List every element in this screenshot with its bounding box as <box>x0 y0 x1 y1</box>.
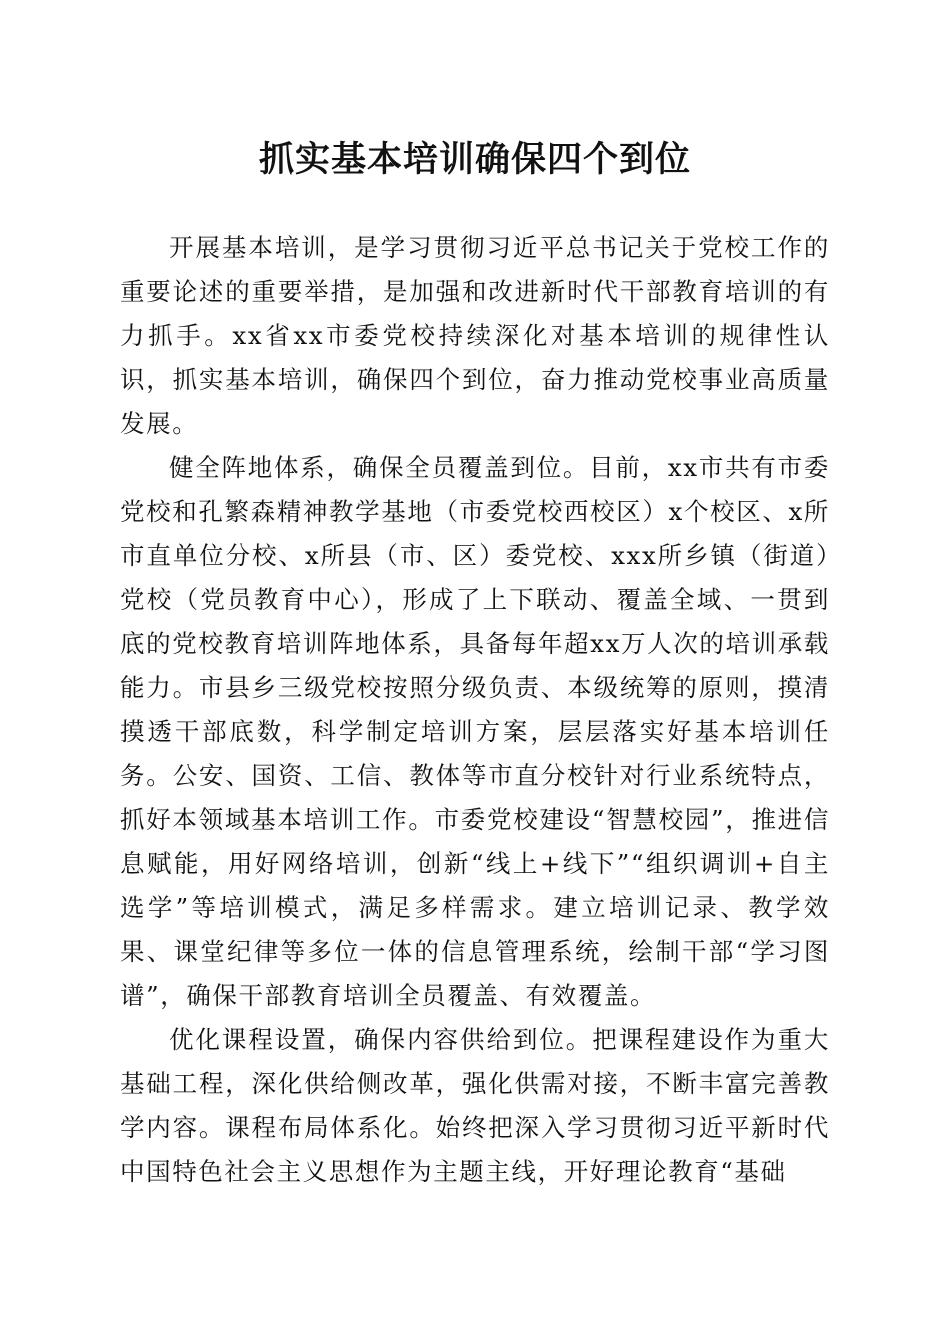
document-title: 抓实基本培训确保四个到位 <box>258 139 691 180</box>
paragraph: 健全阵地体系，确保全员覆盖到位。目前，xx市共有市委党校和孔繁森精神教学基地（市委党校西校区）x个校区、x所市直单位分校、x所县（市、区）委党校、xxx所乡镇（街道）党校（党员教育中心），形成了上下联动、覆盖全域、一贯到底的党校教育培训阵地体系，具备每年超xx万人次的培训承载能力。市县乡三级党校按照分级负责、本级统筹的原则，摸清摸透干部底数，科学制定培训方案，层层落实好基本培训任务。公安、国资、工信、教体等市直分校针对行业系统特点，抓好本领域基本培训工作。市委党校建设“智慧校园”，推进信息赋能，用好网络培训，创新“线上+线下”“组织调训+自主选学”等培训模式，满足多样需求。建立培训记录、教学效果、课堂纪律等多位一体的信息管理系统，绘制干部“学习图谱”，确保干部教育培训全员覆盖、有效覆盖。 <box>120 453 830 1010</box>
paragraph: 开展基本培训，是学习贯彻习近平总书记关于党校工作的重要论述的重要举措，是加强和改进新时代干部教育培训的有力抓手。xx省xx市委党校持续深化对基本培训的规律性认识，抓实基本培训，确保四个到位，奋力推动党校事业高质量发展。 <box>120 233 830 438</box>
document-body <box>120 226 830 1194</box>
paragraph: 优化课程设置，确保内容供给到位。把课程建设作为重大基础工程，深化供给侧改革，强化供需对接，不断丰富完善教学内容。课程布局体系化。始终把深入学习贯彻习近平新时代中国特色社会主义思想作为主题主线，开好理论教育“基础 <box>120 1025 830 1186</box>
